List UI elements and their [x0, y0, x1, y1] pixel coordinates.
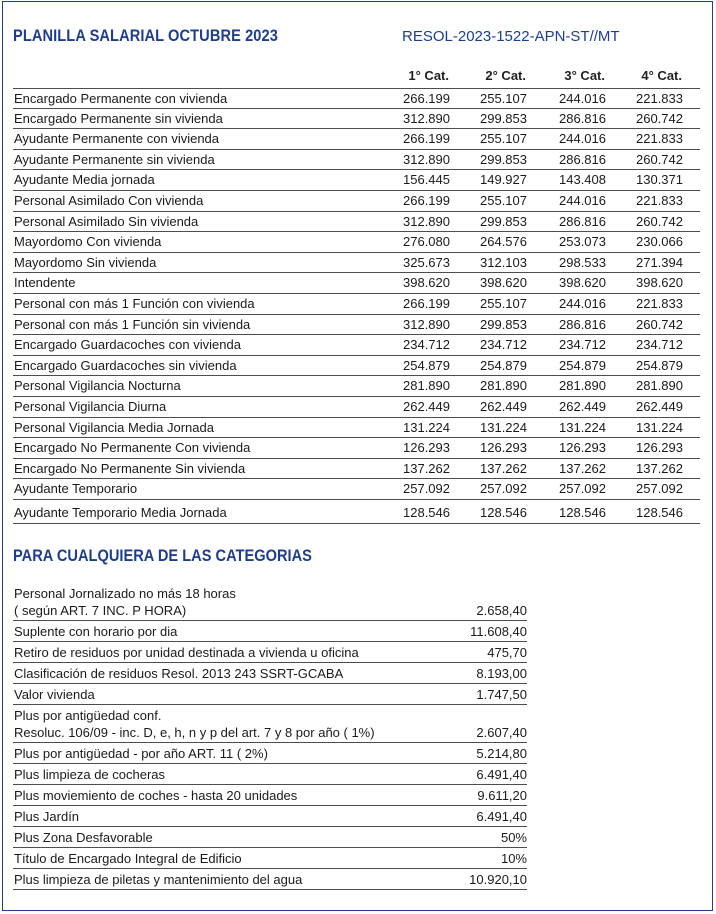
table-row	[13, 150, 700, 171]
table-row	[13, 335, 700, 356]
salary-cat-1: 131.224	[403, 419, 450, 435]
salary-cat-2: 255.107	[480, 295, 527, 311]
table-row	[13, 109, 700, 130]
salary-cat-2: 299.853	[480, 151, 527, 167]
row-label: Encargado No Permanente Sin vivienda	[14, 460, 246, 476]
item-value: 9.611,20	[477, 788, 527, 803]
table-row	[13, 273, 700, 294]
salary-cat-3: 298.533	[559, 254, 606, 270]
salary-cat-2: 255.107	[480, 131, 527, 147]
salary-cat-2: 299.853	[480, 213, 527, 229]
column-header-cat-4: 4° Cat.	[641, 68, 682, 83]
list-item	[13, 642, 527, 663]
salary-cat-4: 128.546	[636, 504, 683, 520]
salary-cat-3: 244.016	[559, 192, 606, 208]
table-row	[13, 500, 700, 524]
salary-cat-2: 262.449	[480, 398, 527, 414]
item-label: Valor vivienda	[14, 687, 95, 702]
row-label: Encargado No Permanente Con vivienda	[14, 440, 251, 456]
row-label: Personal con más 1 Función sin vivienda	[14, 316, 251, 332]
row-label: Ayudante Permanente con vivienda	[14, 131, 220, 147]
column-header-cat-1: 1° Cat.	[408, 68, 449, 83]
salary-cat-4: 221.833	[636, 192, 683, 208]
salary-cat-1: 266.199	[403, 131, 450, 147]
salary-cat-4: 260.742	[636, 213, 683, 229]
salary-cat-4: 137.262	[636, 460, 683, 476]
row-label: Intendente	[14, 275, 76, 291]
table-row	[13, 459, 700, 480]
table-row	[13, 356, 700, 377]
salary-cat-2: 281.890	[480, 378, 527, 394]
row-label: Ayudante Temporario Media Jornada	[14, 504, 227, 520]
row-label: Personal Asimilado Con vivienda	[14, 192, 204, 208]
row-label: Mayordomo Con vivienda	[14, 234, 162, 250]
salary-cat-1: 257.092	[403, 481, 450, 497]
salary-cat-2: 137.262	[480, 460, 527, 476]
item-label: Clasificación de residuos Resol. 2013 243 SSRT-GCABA	[14, 666, 344, 681]
salary-cat-1: 312.890	[403, 316, 450, 332]
item-label: Retiro de residuos por unidad destinada a vivienda u oficina	[14, 645, 359, 660]
row-label: Encargado Permanente sin vivienda	[14, 110, 223, 126]
salary-cat-4: 230.066	[636, 234, 683, 250]
salary-cat-2: 131.224	[480, 419, 527, 435]
salary-cat-1: 398.620	[403, 275, 450, 291]
salary-cat-1: 325.673	[403, 254, 450, 270]
item-label: Plus limpieza de cocheras	[14, 767, 166, 782]
table-row	[13, 129, 700, 150]
list-item	[13, 583, 527, 621]
row-label: Encargado Permanente con vivienda	[14, 91, 228, 106]
salary-cat-2: 264.576	[480, 234, 527, 250]
salary-cat-3: 234.712	[559, 337, 606, 353]
salary-cat-1: 312.890	[403, 110, 450, 126]
salary-cat-4: 254.879	[636, 357, 683, 373]
salary-cat-1: 254.879	[403, 357, 450, 373]
item-label: Plus Zona Desfavorable	[14, 830, 153, 845]
item-value: 10.920,10	[469, 872, 527, 887]
salary-cat-2: 299.853	[480, 110, 527, 126]
item-label: Plus Jardín	[14, 809, 80, 824]
row-label: Personal Vigilancia Nocturna	[14, 378, 181, 394]
item-value: 10%	[500, 851, 527, 866]
item-value: 6.491,40	[476, 809, 527, 824]
item-label: Resoluc. 106/09 - inc. D, e, h, n y p del art. 7 y 8 por año ( 1%)	[14, 725, 375, 740]
salary-cat-3: 398.620	[559, 275, 606, 291]
salary-cat-4: 221.833	[636, 91, 683, 106]
salary-cat-3: 126.293	[559, 440, 606, 456]
item-value: 8.193,00	[476, 666, 527, 681]
salary-cat-1: 312.890	[403, 151, 450, 167]
salary-cat-3: 286.816	[559, 316, 606, 332]
salary-cat-1: 156.445	[403, 172, 450, 188]
row-label: Personal con más 1 Función con vivienda	[14, 295, 255, 311]
salary-cat-1: 276.080	[403, 234, 450, 250]
row-label: Encargado Guardacoches sin vivienda	[14, 357, 237, 373]
item-value: 50%	[500, 830, 527, 845]
column-header-cat-2: 2° Cat.	[485, 68, 526, 83]
salary-cat-4: 221.833	[636, 131, 683, 147]
salary-cat-1: 262.449	[403, 398, 450, 414]
item-value: 2.607,40	[476, 725, 527, 740]
salary-cat-3: 244.016	[559, 131, 606, 147]
row-label: Ayudante Media jornada	[14, 172, 155, 188]
salary-cat-3: 244.016	[559, 295, 606, 311]
resolution-reference: RESOL-2023-1522-APN-ST//MT	[402, 28, 620, 45]
list-item	[13, 663, 527, 684]
item-value: 1.747,50	[476, 687, 527, 702]
salary-cat-1: 128.546	[403, 504, 450, 520]
salary-cat-2: 299.853	[480, 316, 527, 332]
row-label: Mayordomo Sin vivienda	[14, 254, 157, 270]
salary-cat-3: 286.816	[559, 151, 606, 167]
salary-cat-1: 126.293	[403, 440, 450, 456]
table-row	[13, 191, 700, 212]
page-title: PLANILLA SALARIAL OCTUBRE 2023	[13, 26, 278, 45]
salary-cat-2: 255.107	[480, 192, 527, 208]
salary-cat-1: 266.199	[403, 192, 450, 208]
list-item	[13, 705, 527, 743]
table-row	[13, 253, 700, 274]
row-label: Personal Vigilancia Diurna	[14, 398, 167, 414]
item-value: 11.608,40	[470, 624, 527, 639]
salary-cat-1: 281.890	[403, 378, 450, 394]
table-row	[13, 418, 700, 439]
salary-cat-4: 130.371	[636, 172, 683, 188]
salary-cat-4: 398.620	[636, 275, 683, 291]
salary-cat-1: 312.890	[403, 213, 450, 229]
salary-cat-4: 131.224	[636, 419, 683, 435]
row-label: Ayudante Temporario	[14, 481, 138, 497]
table-row	[13, 479, 700, 500]
salary-cat-4: 257.092	[636, 481, 683, 497]
salary-cat-3: 286.816	[559, 213, 606, 229]
table-row	[13, 438, 700, 459]
salary-cat-1: 234.712	[403, 337, 450, 353]
salary-cat-2: 255.107	[480, 91, 527, 106]
column-header-cat-3: 3° Cat.	[564, 68, 605, 83]
row-label: Personal Vigilancia Media Jornada	[14, 419, 214, 435]
salary-cat-4: 260.742	[636, 316, 683, 332]
salary-cat-2: 149.927	[480, 172, 527, 188]
item-label: Título de Encargado Integral de Edificio	[14, 851, 242, 866]
salary-cat-3: 286.816	[559, 110, 606, 126]
salary-cat-4: 221.833	[636, 295, 683, 311]
list-item	[13, 743, 527, 764]
table-row	[13, 315, 700, 336]
salary-cat-3: 281.890	[559, 378, 606, 394]
salary-cat-2: 257.092	[480, 481, 527, 497]
table-row	[13, 170, 700, 191]
item-value: 6.491,40	[476, 767, 527, 782]
salary-cat-4: 234.712	[636, 337, 683, 353]
row-label: Ayudante Permanente sin vivienda	[14, 151, 215, 167]
item-label: ( según ART. 7 INC. P HORA)	[14, 603, 187, 618]
salary-cat-2: 234.712	[480, 337, 527, 353]
salary-cat-2: 254.879	[480, 357, 527, 373]
item-value: 2.658,40	[476, 603, 527, 618]
table-row	[13, 88, 700, 109]
item-label: Plus por antigüedad - por año ART. 11 ( 2%)	[14, 746, 268, 761]
salary-cat-3: 253.073	[559, 234, 606, 250]
table-row	[13, 212, 700, 233]
salary-table	[13, 88, 700, 524]
salary-cat-4: 126.293	[636, 440, 683, 456]
list-item	[13, 869, 527, 890]
item-label: Suplente con horario por dia	[14, 624, 178, 639]
row-label: Encargado Guardacoches con vivienda	[14, 337, 241, 353]
list-item	[13, 621, 527, 642]
salary-cat-3: 143.408	[559, 172, 606, 188]
section-title: PARA CUALQUIERA DE LAS CATEGORIAS	[13, 546, 312, 565]
salary-cat-4: 271.394	[636, 254, 683, 270]
item-label: Plus limpieza de piletas y mantenimiento del agua	[14, 872, 303, 887]
salary-cat-3: 244.016	[559, 91, 606, 106]
item-label: Personal Jornalizado no más 18 horas	[14, 586, 236, 601]
salary-cat-4: 260.742	[636, 110, 683, 126]
list-item	[13, 684, 527, 705]
salary-cat-4: 260.742	[636, 151, 683, 167]
salary-cat-4: 281.890	[636, 378, 683, 394]
salary-cat-1: 266.199	[403, 91, 450, 106]
list-item	[13, 848, 527, 869]
salary-cat-1: 137.262	[403, 460, 450, 476]
item-value: 5.214,80	[476, 746, 527, 761]
table-row	[13, 397, 700, 418]
table-row	[13, 232, 700, 253]
salary-cat-3: 137.262	[559, 460, 606, 476]
salary-cat-2: 398.620	[480, 275, 527, 291]
extras-table	[13, 583, 527, 890]
salary-cat-2: 128.546	[480, 504, 527, 520]
salary-cat-3: 257.092	[559, 481, 606, 497]
salary-cat-3: 128.546	[559, 504, 606, 520]
salary-cat-2: 126.293	[480, 440, 527, 456]
list-item	[13, 827, 527, 848]
salary-cat-1: 266.199	[403, 295, 450, 311]
list-item	[13, 806, 527, 827]
row-label: Personal Asimilado Sin vivienda	[14, 213, 199, 229]
table-row	[13, 376, 700, 397]
list-item	[13, 764, 527, 785]
salary-cat-4: 262.449	[636, 398, 683, 414]
salary-cat-3: 254.879	[559, 357, 606, 373]
salary-cat-2: 312.103	[480, 254, 527, 270]
item-label: Plus por antigüedad conf.	[14, 708, 162, 723]
list-item	[13, 785, 527, 806]
salary-cat-3: 131.224	[559, 419, 606, 435]
item-value: 475,70	[487, 645, 527, 660]
item-label: Plus moviemiento de coches - hasta 20 unidades	[14, 788, 298, 803]
table-row	[13, 294, 700, 315]
salary-cat-3: 262.449	[559, 398, 606, 414]
